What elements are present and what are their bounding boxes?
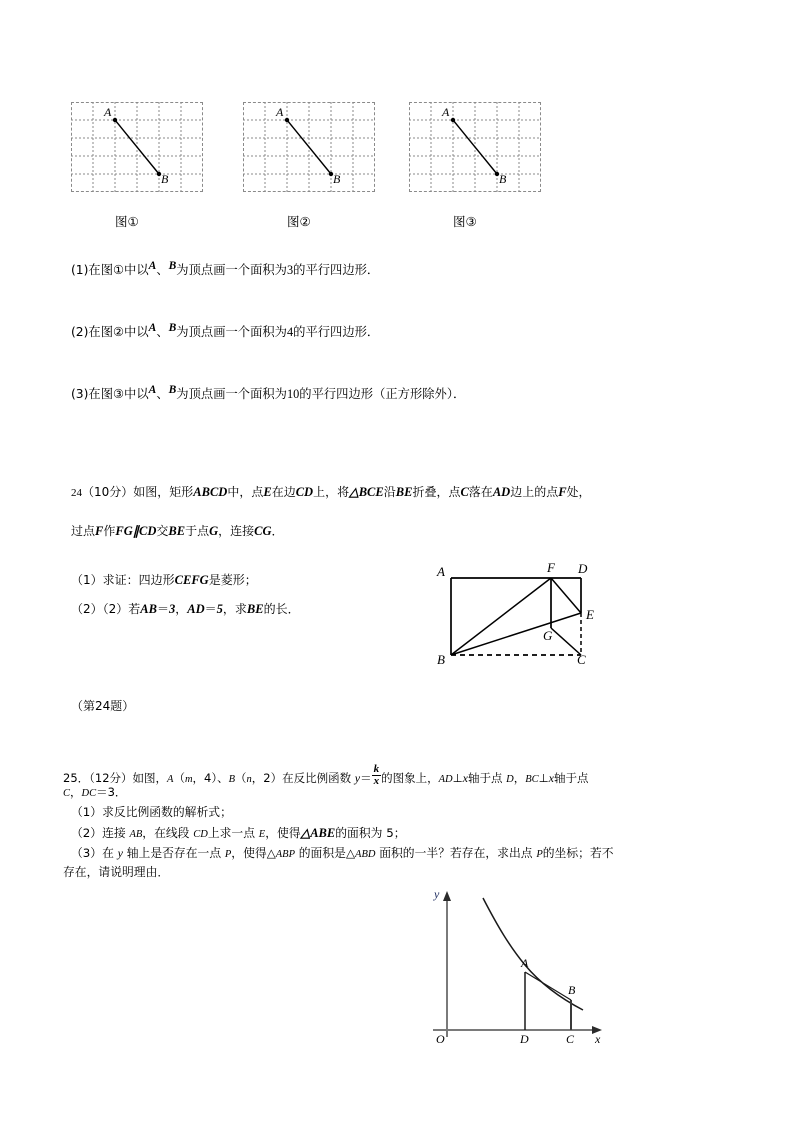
part1-item-2-sep: 、 xyxy=(156,325,169,339)
part1-item-2-prefix: (2)在图②中以 xyxy=(71,325,149,339)
part1-item-1-var-b: B xyxy=(168,260,177,272)
q25-stem-perp2: ⊥ xyxy=(538,771,549,786)
q25-stem-axis2: 轴于点 xyxy=(554,771,589,786)
segment-ab xyxy=(71,102,203,192)
q25-sub3-abp: ABP xyxy=(275,849,296,860)
part1-item-2-mid: 为顶点画一个面积为 xyxy=(176,325,287,339)
q25-stem-x1: x xyxy=(462,771,468,786)
q25-stem-a: A xyxy=(167,774,174,786)
q24-stem2-s0: 过点 xyxy=(71,524,96,538)
q24-stem2-s10: ． xyxy=(271,524,284,538)
q24-stem1-c: C xyxy=(460,485,469,499)
point-label-a: A xyxy=(276,105,284,119)
figure-caption-3: 图③ xyxy=(453,214,477,229)
segment-ab xyxy=(243,102,375,192)
q24-stem1-tri-bce: △BCE xyxy=(349,485,384,499)
part1-item-3-sep: 、 xyxy=(156,387,169,401)
q24-sub1-s0: （1）求证：四边形 xyxy=(71,573,175,587)
q24-stem1-be: BE xyxy=(395,485,413,499)
q24-stem-line1 xyxy=(71,483,591,502)
q24-stem1-s1: （10分）如图，矩形 xyxy=(82,485,194,499)
segment-ab xyxy=(409,102,541,192)
q25-stem-comma1: ，4）、 xyxy=(192,771,229,786)
q25-sub3-s6: 的面积是△ xyxy=(295,846,356,860)
q24-stem1-abcd: ABCD xyxy=(193,485,228,499)
figure-caption-2: 图② xyxy=(287,214,311,229)
fraction-numerator: k xyxy=(373,763,380,775)
q24-sub2-be: BE xyxy=(246,602,264,616)
q25-sub2-s8: 的面积为 5； xyxy=(335,826,406,840)
part1-item-2-suffix: 的平行四边形． xyxy=(293,325,380,339)
q25-sub3-s2: 轴上是否存在一点 xyxy=(122,846,225,860)
q25-sub3-s4: ，使得△ xyxy=(231,846,276,860)
q24-stem1-s17: 处， xyxy=(566,485,591,499)
figure-caption-1: 图① xyxy=(115,214,139,229)
point-label-a: A xyxy=(442,105,450,119)
q25-stem2-mid: ， xyxy=(70,785,82,799)
part1-item-3-prefix: (3)在图③中以 xyxy=(71,387,149,401)
q25-sub-3-line1 xyxy=(71,844,614,863)
q24-label-b: B xyxy=(437,652,445,667)
q25-sub3-s0: （3）在 xyxy=(71,846,118,860)
q25-sub2-s6: ，使得 xyxy=(265,826,301,840)
q25-sub2-cd: CD xyxy=(193,829,208,840)
q24-sub2-val5: 5 xyxy=(216,602,223,616)
q24-diagram xyxy=(430,552,615,677)
q24-sub1-s2: 是菱形； xyxy=(208,573,257,587)
q25-stem-m: m xyxy=(184,774,193,786)
part1-item-3-value: 10 xyxy=(286,387,300,401)
part1-item-1-sep: 、 xyxy=(156,263,169,277)
q25-sub2-s2: ，在线段 xyxy=(142,826,194,840)
q24-stem2-fg-par-cd: FG∥CD xyxy=(115,524,157,538)
q24-stem1-s3: 中，点 xyxy=(227,485,264,499)
q25-stem2-dc: DC xyxy=(81,788,97,799)
q24-stem2-g: G xyxy=(209,524,219,538)
point-label-b: B xyxy=(499,172,507,186)
q24-sub2-s10: 的长． xyxy=(263,602,300,616)
q25-graph xyxy=(428,885,618,1055)
q24-stem1-s9: 沿 xyxy=(383,485,396,499)
point-label-a: A xyxy=(104,105,112,119)
q25-sub2-ab: AB xyxy=(129,829,143,840)
q24-label-e: E xyxy=(586,607,594,622)
q24-sub2-s2: ＝ xyxy=(156,602,169,616)
q25-stem-comma3: ， xyxy=(513,771,526,786)
q25-stem-d: D xyxy=(506,774,514,786)
q25-point-label-a: A xyxy=(521,956,529,970)
q25-foot-label-d: D xyxy=(520,1032,529,1046)
q24-sub2-s6: ＝ xyxy=(204,602,217,616)
q25-stem-prefix: 25．（12分）如图， xyxy=(63,771,168,786)
q25-sub3-abd: ABD xyxy=(355,849,376,860)
q25-stem-perp1: ⊥ xyxy=(452,771,463,786)
q25-sub3-y: y xyxy=(117,846,123,860)
q24-sub2-val3: 3 xyxy=(168,602,176,616)
q24-label-d: D xyxy=(578,561,588,576)
q24-label-g: G xyxy=(543,628,553,643)
q25-sub3-p1: P xyxy=(224,849,232,860)
q25-stem-b: B xyxy=(228,774,236,786)
fraction-k-over-x xyxy=(372,764,382,787)
part1-item-3-mid: 为顶点画一个面积为 xyxy=(176,387,287,401)
q24-stem2-s4: 交 xyxy=(156,524,169,538)
part1-item-1-var-a: A xyxy=(148,260,157,272)
q24-sub2-s0: （2）（2）若 xyxy=(71,602,141,616)
q24-stem1-s5: 在边 xyxy=(271,485,296,499)
q24-sub2-ab: AB xyxy=(140,602,157,616)
q24-label-c: C xyxy=(577,652,586,667)
q24-sub-1 xyxy=(71,571,257,590)
q25-sub-3-line2: 存在，请说明理由． xyxy=(63,865,170,879)
part1-item-2-var-b: B xyxy=(168,322,177,334)
point-label-b: B xyxy=(161,172,169,186)
q24-stem1-ad: AD xyxy=(492,485,511,499)
q25-axis-label-x: x xyxy=(595,1032,601,1046)
part1-item-1-prefix: (1)在图①中以 xyxy=(71,263,149,277)
q25-stem2-eq: ＝3． xyxy=(96,785,127,799)
grid-figure-2 xyxy=(243,102,375,192)
q25-stem-n: n xyxy=(246,774,252,786)
q24-stem1-s13: 落在 xyxy=(468,485,493,499)
q24-stem1-s7: 上，将 xyxy=(313,485,350,499)
q25-stem-axis1: 轴于点 xyxy=(467,771,507,786)
q24-stem2-s6: 于点 xyxy=(185,524,210,538)
q25-stem-bc: BC xyxy=(525,774,539,786)
q24-stem1-e: E xyxy=(263,485,272,499)
q25-sub-1: （1）求反比例函数的解析式； xyxy=(71,805,232,819)
q24-stem1-s0: 24 xyxy=(71,487,82,499)
q25-stem-y: y xyxy=(354,771,361,786)
part1-item-1 xyxy=(71,258,379,279)
q24-stem1-s15: 边上的点 xyxy=(510,485,559,499)
q24-caption: （第24题） xyxy=(71,699,135,713)
q25-stem-comma2: ，2）在反比例函数 xyxy=(251,771,355,786)
q25-stem-paren-open: （ xyxy=(173,771,185,786)
part1-item-3 xyxy=(71,382,465,403)
q24-stem1-cd: CD xyxy=(295,485,314,499)
grid-figure-3 xyxy=(409,102,541,192)
q25-stem-eq: ＝ xyxy=(360,771,372,786)
q25-sub2-s0: （2）连接 xyxy=(71,826,130,840)
q24-stem2-be: BE xyxy=(168,524,186,538)
part1-item-3-var-b: B xyxy=(168,384,177,396)
q25-axis-label-y: y xyxy=(434,887,440,901)
q24-sub1-cefg: CEFG xyxy=(174,573,209,587)
q25-sub2-e: E xyxy=(258,829,266,840)
q24-label-a: A xyxy=(437,564,445,579)
point-label-b: B xyxy=(333,172,341,186)
q25-stem-paren-open2: （ xyxy=(235,771,247,786)
q24-stem2-s2: 作 xyxy=(103,524,116,538)
part1-item-2-value: 4 xyxy=(286,325,294,339)
q24-stem2-f: F xyxy=(95,524,104,538)
q25-stem-line1 xyxy=(63,763,589,789)
q24-label-f: F xyxy=(547,560,555,575)
fraction-denominator: x xyxy=(373,775,380,787)
q24-stem2-cg: CG xyxy=(254,524,272,538)
q24-sub2-s8: ，求 xyxy=(222,602,247,616)
q24-stem-line2 xyxy=(71,522,284,541)
q24-sub2-ad: AD xyxy=(187,602,205,616)
part1-item-3-var-a: A xyxy=(148,384,157,396)
part1-item-2 xyxy=(71,320,379,341)
q25-sub3-s10: 的坐标；若不 xyxy=(542,846,614,860)
grid-figure-1 xyxy=(71,102,203,192)
q25-foot-label-c: C xyxy=(566,1032,575,1046)
q24-stem2-s8: ，连接 xyxy=(218,524,255,538)
q25-point-label-b: B xyxy=(568,983,576,997)
q25-sub2-tri-abe: △ABE xyxy=(300,826,336,840)
q25-stem-x2: x xyxy=(548,771,554,786)
part1-item-1-mid: 为顶点画一个面积为 xyxy=(176,263,287,277)
q25-origin-label: O xyxy=(436,1032,445,1046)
part1-item-1-suffix: 的平行四边形． xyxy=(293,263,380,277)
q24-sub2-s4: ， xyxy=(175,602,188,616)
q25-stem2-c: C xyxy=(63,788,71,799)
q25-sub3-s8: 面积的一半？若存在，求出点 xyxy=(375,846,537,860)
part1-item-1-value: 3 xyxy=(286,263,294,277)
q25-stem-line2 xyxy=(63,784,126,802)
q25-sub2-s4: 上求一点 xyxy=(207,826,259,840)
q24-stem1-s11: 折叠，点 xyxy=(412,485,461,499)
q25-sub-2 xyxy=(71,824,406,843)
q24-stem1-f: F xyxy=(558,485,567,499)
part1-item-2-var-a: A xyxy=(148,322,157,334)
q25-stem-ad: AD xyxy=(438,774,453,786)
part1-item-3-suffix: 的平行四边形（正方形除外）． xyxy=(299,387,466,401)
q25-sub3-p2: P xyxy=(536,849,543,860)
q24-sub-2 xyxy=(71,600,300,619)
q25-stem-after-frac: 的图象上， xyxy=(381,771,439,786)
